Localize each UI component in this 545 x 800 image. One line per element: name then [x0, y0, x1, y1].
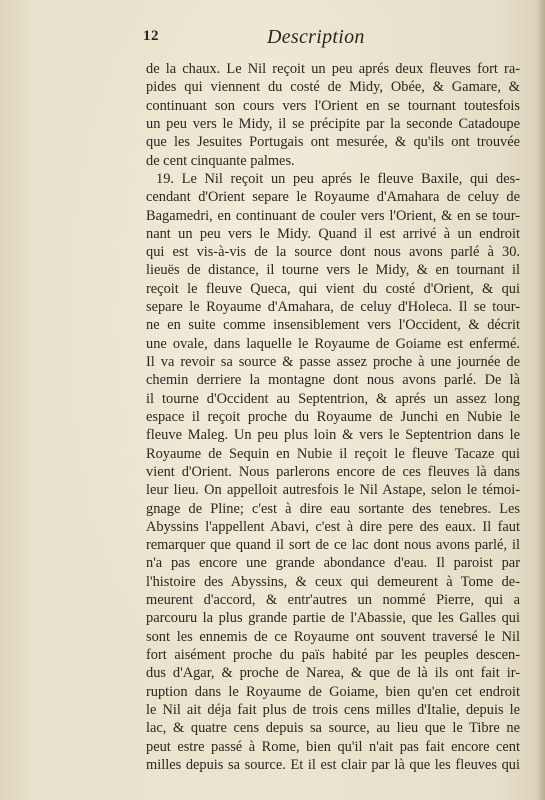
text-line: le Nil ait déja fait plus de trois cens milles d'Italie, depuis le: [146, 701, 520, 718]
text-line: de la chaux. Le Nil reçoit un peu aprés deux fleuves fort ra-: [146, 61, 520, 77]
text-line: parcouru la plus grande partie de l'Abassie, que les Galles qui: [146, 610, 520, 627]
text-line: une ovale, dans laquelle le Royaume de Goiame est enfermé.: [146, 335, 520, 352]
text-line: qui est vis-à-vis de la source dont nous avons parlé à 30.: [146, 244, 520, 261]
page-number: 12: [143, 28, 159, 44]
page-header: [143, 28, 523, 50]
text-line: vient d'Orient. Nous parlerons encore de ces fleuves là dans: [146, 463, 520, 480]
text-line: ruption dans le Royaume de Goiame, bien qu'en cet endroit: [146, 683, 520, 700]
text-line: fort aisément proche du païs habité par les peuples descen-: [146, 647, 520, 663]
text-line: n'a pas encore une grande abondance d'eau. Il paroist par: [146, 555, 520, 572]
text-line: dus d'Agar, & proche de Narea, & que de là ils ont fait ir-: [146, 665, 520, 682]
running-title: Description: [267, 26, 365, 48]
text-line: de cent cinquante palmes.: [146, 152, 295, 169]
text-line: que les Jesuites Portugais ont mesurée, & qu'ils ont trouvée: [146, 134, 520, 151]
text-line: meurent d'accord, & entr'autres un nommé Pierre, qui a: [146, 592, 520, 609]
text-line: leur lieu. On appelloit autresfois le Nil Astape, selon le témoi-: [146, 482, 520, 499]
text-line: Bagamedri, en continuant de couler vers l'Orient, & en se tour-: [146, 207, 520, 224]
text-line: lieuës de distance, il tourne vers le Midy, & en tournant il: [146, 262, 520, 279]
text-line: cendant d'Orient separe le Royaume d'Amahara de celuy de: [146, 189, 520, 206]
text-line: espace il reçoit proche du Royaume de Junchi en Nubie le: [146, 408, 520, 425]
text-line: reçoit le fleuve Queca, qui vient du costé d'Orient, & qui: [146, 280, 520, 297]
text-line: milles depuis sa source. Et il est clair par là que les fleuves qui: [146, 756, 520, 773]
text-line: un peu vers le Midy, il se précipite par la seconde Catadoupe: [146, 115, 520, 132]
text-line: fleuve Maleg. Un peu plus loin & vers le Septentrion dans le: [146, 427, 520, 444]
text-line: l'histoire des Abyssins, & ceux qui demeurent à Tome de-: [146, 573, 520, 590]
text-line: peut estre passé à Rome, bien qu'il n'ait pas fait encore cent: [146, 738, 520, 755]
text-line: Abyssins l'appellent Abavi, c'est à dire pere des eaux. Il faut: [146, 518, 520, 535]
text-line: nant un peu vers le Midy. Quand il est arrivé à un endroit: [146, 225, 520, 242]
text-line: gnage de Pline; c'est à dire eau sortante des tenebres. Les: [146, 500, 520, 517]
text-line: continuant son cours vers l'Orient en se tournant toutesfois: [146, 97, 520, 114]
text-line: remarquer que quand il sort de ce lac dont nous avons parlé, il: [146, 537, 520, 554]
text-line: separe le Royaume d'Amahara, de celuy d'Holeca. Il se tour-: [146, 299, 520, 316]
text-line: sont les ennemis de ce Royaume ont souvent traversé le Nil: [146, 628, 520, 645]
text-line: lac, & quatre cens depuis sa source, au lieu que le Tibre ne: [146, 720, 520, 737]
text-line: ne en suite comme insensiblement vers l'Occident, & décrit: [146, 317, 520, 334]
text-line: Royaume de Sequin en Nubie il reçoit le fleuve Tacaze qui: [146, 445, 520, 462]
text-line: Il va revoir sa source & passe assez proche à une journée de: [146, 354, 520, 370]
text-line: pides qui viennent du costé de Midy, Obée, & Gamare, &: [146, 79, 520, 96]
body-text: [146, 60, 520, 774]
text-line: chemin derriere la montagne dont nous avons parlé. De là: [146, 372, 520, 389]
text-line: il tourne d'Occident au Septentrion, & aprés un assez long: [146, 390, 520, 407]
paragraph-start-line: 19. Le Nil reçoit un peu aprés le fleuve Baxile, qui des-: [156, 170, 520, 187]
